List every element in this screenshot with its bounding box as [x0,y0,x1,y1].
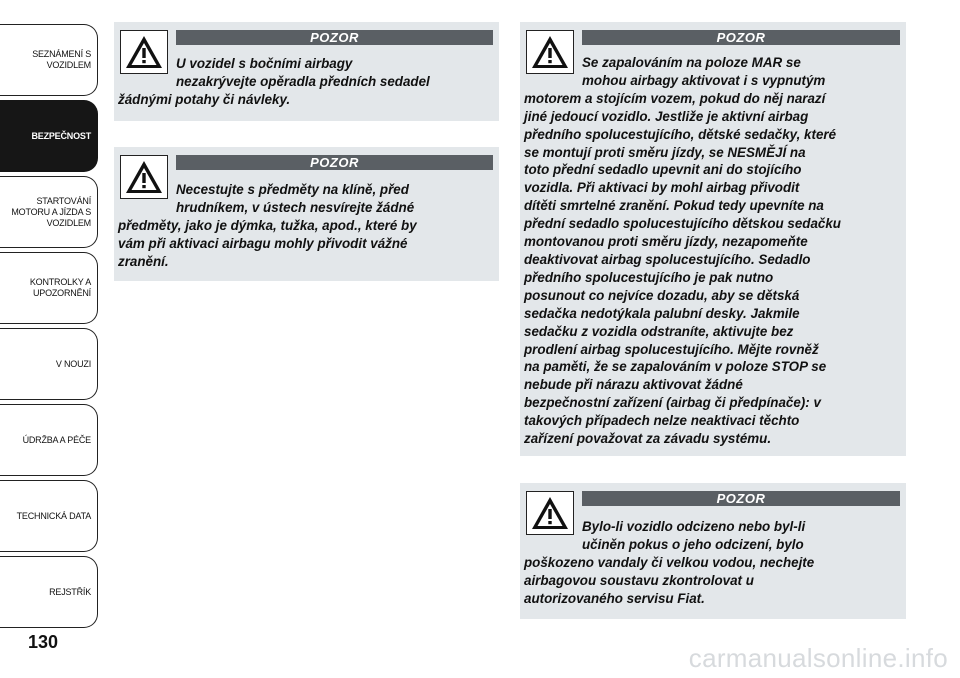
tab-bezpecnost[interactable]: BEZPEČNOST [0,100,98,172]
warning-heading: POZOR [582,30,900,45]
tab-kontrolky-a-upozorneni[interactable]: KONTROLKY A UPOZORNĚNÍ [0,252,98,324]
warning-text: Bylo-li vozidlo odcizeno nebo byl-li učiněn pokus o jeho odcizení, bylo poškozeno vandaly či velkou vodou, nechejte airbagovou soustavu zkontrolovat u autorizovaného servisu Fiat. [524,519,815,606]
warning-heading: POZOR [582,491,900,506]
tab-seznameni-s-vozidlem[interactable]: SEZNÁMENÍ S VOZIDLEM [0,24,98,96]
warning-box-objects-on-lap [114,147,499,281]
warning-box-theft-damage [520,483,906,619]
tab-rejstrik[interactable]: REJSTŘÍK [0,556,98,628]
tab-technicka-data[interactable]: TECHNICKÁ DATA [0,480,98,552]
tab-udrzba-a-pece[interactable]: ÚDRŽBA A PÉČE [0,404,98,476]
warning-heading: POZOR [176,30,493,45]
tab-v-nouzi[interactable]: V NOUZI [0,328,98,400]
page-number: 130 [28,632,59,652]
tab-startovani-motoru[interactable]: STARTOVÁNÍ MOTORU A JÍZDA S VOZIDLEM [0,176,98,248]
warning-box-side-airbags [114,22,499,121]
warning-text: U vozidel s bočními airbagy nezakrývejte opěradla předních sedadel žádnými potahy či návleky. [118,56,430,107]
warning-text: Necestujte s předměty na klíně, před hrudníkem, v ústech nesvírejte žádné předměty, jako je dýmka, tužka, apod., které by vám při aktivaci airbagu mohly přivodit vážné zranění. [118,182,417,269]
warning-text: Se zapalováním na poloze MAR se mohou airbagy aktivovat i s vypnutým motorem a stojícím vozem, pokud do něj narazí jiné jedoucí vozidlo. Jestliže je aktivní airbag předního spolucestujícího, dětské sedačky, které se montují proti směru jízdy, se NESMĚJÍ na toto přední sedadlo upevnit ani do stojícího vozidla. Při aktivaci by mohl airbag přivodit dítěti smrtelné zranění. Pokud tedy upevníte na přední sedadlo spolucestujícího dětskou sedačku montovanou proti směru jízdy, nezapomeňte deaktivovat airbag spolucestujícího. Sedadlo předního spolucestujícího je pak nutno posunout co nejvíce dozadu, aby se dětská sedačka nedotýkala palubní desky. Jakmile sedačku z vozidla odstraníte, aktivujte bez prodlení airbag spolucestujícího. Mějte rovněž na paměti, že se zapalováním v poloze STOP se nebude při nárazu aktivovat žádné bezpečnostní zařízení (airbag či předpínače): v takových případech nelze neaktivaci těchto zařízení považovat za závadu systému. [524,55,841,447]
warning-heading: POZOR [176,155,493,170]
warning-box-ignition-mar [520,22,906,456]
watermark: carmanualsonline.info [688,643,948,673]
